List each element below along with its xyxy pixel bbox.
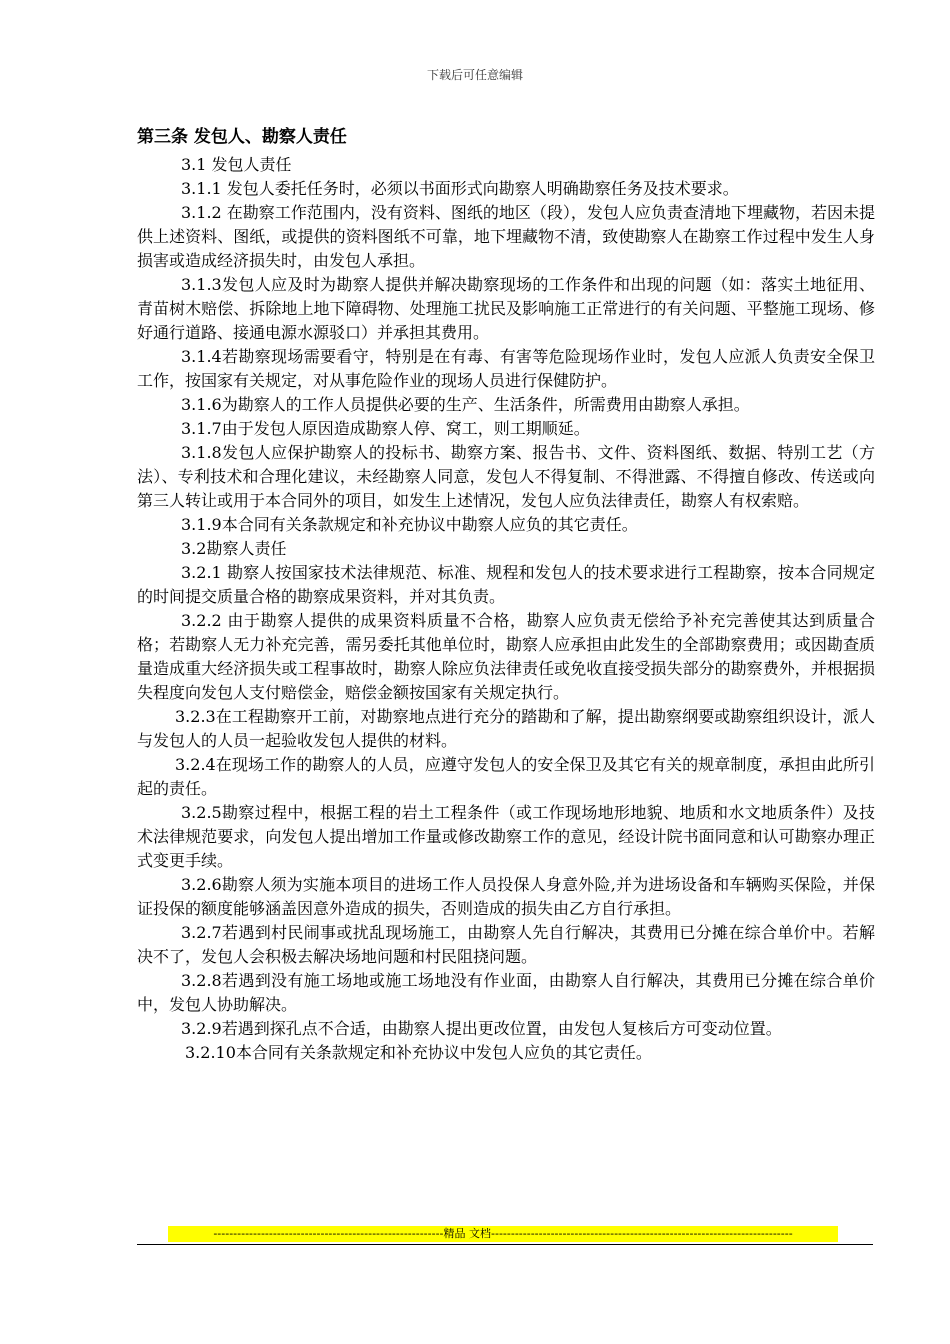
paragraph: 3.1 发包人责任 [181, 155, 292, 174]
document-body [137, 124, 875, 1065]
paragraph: 3.1.3发包人应及时为勘察人提供并解决勘察现场的工作条件和出现的问题（如：落实土地征用、青苗树木赔偿、拆除地上地下障碍物、处理施工扰民及影响施工正常进行的有关问题、平整施工现场、修好通行道路、接通电源水源驳口）并承担其费用。 [137, 275, 875, 342]
footer-banner: ----------------------------------------------------------精品 文档---------------------------------------------------------------------------- [168, 1226, 838, 1242]
paragraph: 3.2.7若遇到村民闹事或扰乱现场施工，由勘察人先自行解决，其费用已分摊在综合单价中。若解决不了，发包人会积极去解决场地问题和村民阻挠问题。 [137, 923, 875, 966]
paragraph: 3.1.8发包人应保护勘察人的投标书、勘察方案、报告书、文件、资料图纸、数据、特别工艺（方法）、专利技术和合理化建议，未经勘察人同意，发包人不得复制、不得泄露、不得擅自修改、传送或向第三人转让或用于本合同外的项目，如发生上述情况，发包人应负法律责任，勘察人有权索赔。 [137, 443, 875, 510]
paragraph: 3.1.1 发包人委托任务时，必须以书面形式向勘察人明确勘察任务及技术要求。 [181, 179, 739, 198]
paragraph: 3.1.9本合同有关条款规定和补充协议中勘察人应负的其它责任。 [181, 515, 638, 534]
paragraph: 3.2.4在现场工作的勘察人的人员，应遵守发包人的安全保卫及其它有关的规章制度，承担由此所引起的责任。 [137, 755, 875, 798]
page-header: 下载后可任意编辑 [426, 68, 523, 82]
paragraph: 3.1.4若勘察现场需要看守，特别是在有毒、有害等危险现场作业时，发包人应派人负责安全保卫工作，按国家有关规定，对从事危险作业的现场人员进行保健防护。 [137, 347, 875, 390]
paragraph: 3.2.10本合同有关条款规定和补充协议中发包人应负的其它责任。 [185, 1043, 652, 1062]
paragraph: 3.2.9若遇到探孔点不合适，由勘察人提出更改位置，由发包人复核后方可变动位置。 [181, 1019, 782, 1038]
footer-divider [137, 1244, 873, 1245]
paragraph: 3.2.2 由于勘察人提供的成果资料质量不合格，勘察人应负责无偿给予补充完善使其达到质量合格；若勘察人无力补充完善，需另委托其他单位时，勘察人应承担由此发生的全部勘察费用；或因勘查质量造成重大经济损失或工程事故时，勘察人除应负法律责任或免收直接受损失部分的勘察费外，并根据损失程度向发包人支付赔偿金，赔偿金额按国家有关规定执行。 [137, 611, 875, 702]
paragraph: 3.2.3在工程勘察开工前，对勘察地点进行充分的踏勘和了解，提出勘察纲要或勘察组织设计，派人与发包人的人员一起验收发包人提供的材料。 [137, 707, 875, 750]
paragraph: 3.2.8若遇到没有施工场地或施工场地没有作业面，由勘察人自行解决，其费用已分摊在综合单价中，发包人协助解决。 [137, 971, 875, 1014]
paragraph: 3.2勘察人责任 [181, 539, 287, 558]
paragraph: 3.2.6勘察人须为实施本项目的进场工作人员投保人身意外险,并为进场设备和车辆购买保险，并保证投保的额度能够涵盖因意外造成的损失，否则造成的损失由乙方自行承担。 [137, 875, 875, 918]
paragraph: 3.1.2 在勘察工作范围内，没有资料、图纸的地区（段），发包人应负责查清地下埋藏物，若因未提供上述资料、图纸，或提供的资料图纸不可靠，地下埋藏物不清，致使勘察人在勘察工作过程中发生人身损害或造成经济损失时，由发包人承担。 [137, 203, 875, 270]
paragraph: 3.1.7由于发包人原因造成勘察人停、窝工，则工期顺延。 [181, 419, 590, 438]
paragraph: 3.2.1 勘察人按国家技术法律规范、标准、规程和发包人的技术要求进行工程勘察，按本合同规定的时间提交质量合格的勘察成果资料，并对其负责。 [137, 563, 875, 606]
paragraph: 3.2.5勘察过程中，根据工程的岩土工程条件（或工作现场地形地貌、地质和水文地质条件）及技术法律规范要求，向发包人提出增加工作量或修改勘察工作的意见，经设计院书面同意和认可勘察办理正式变更手续。 [137, 803, 875, 870]
paragraph: 3.1.6为勘察人的工作人员提供必要的生产、生活条件，所需费用由勘察人承担。 [181, 395, 750, 414]
section-title: 第三条 发包人、勘察人责任 [137, 127, 347, 147]
